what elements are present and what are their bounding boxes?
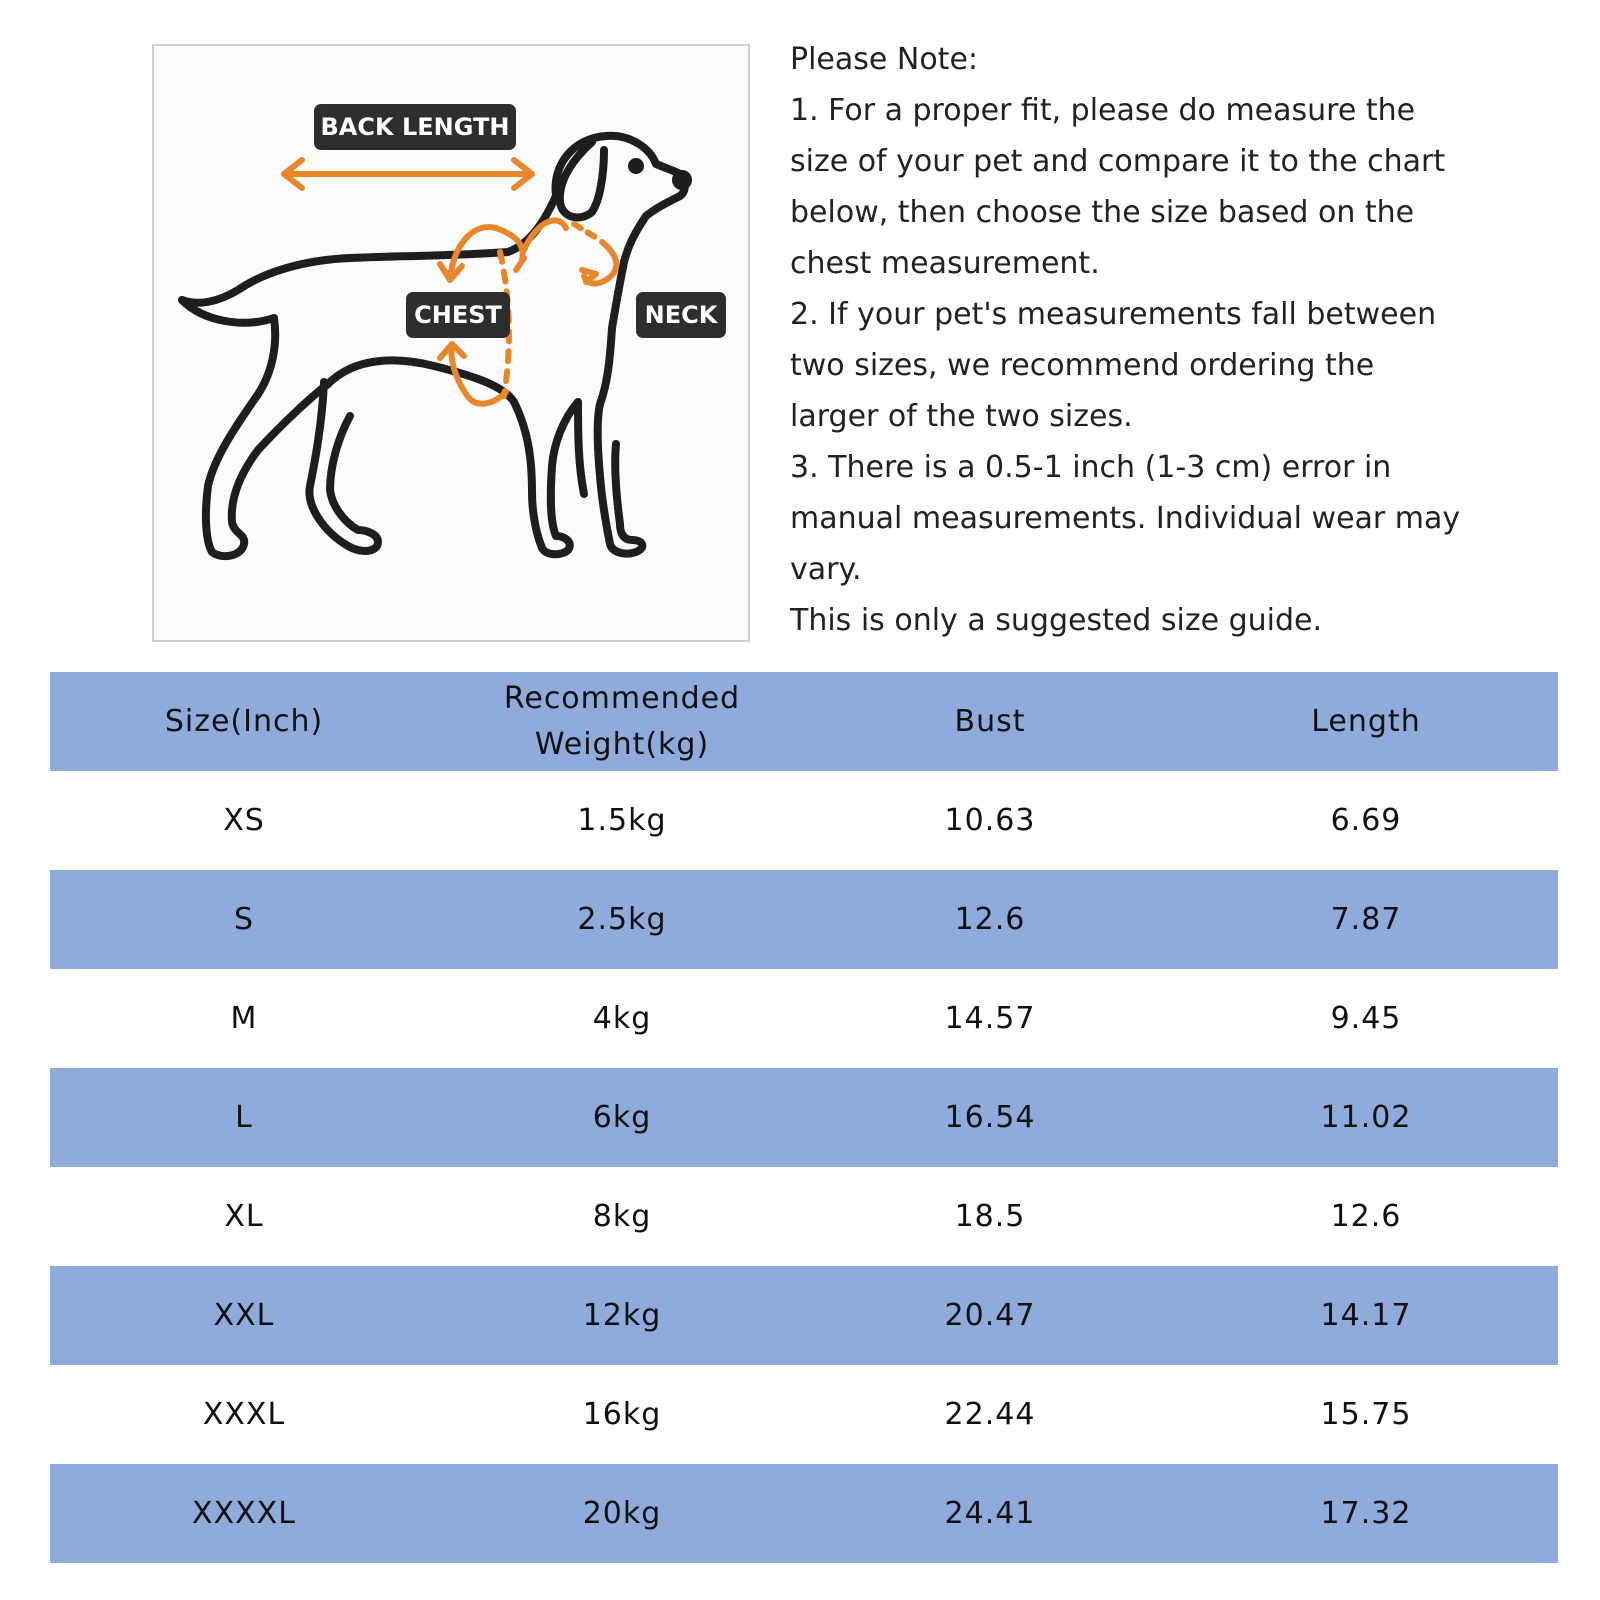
cell-bust: 10.63 [944, 803, 1036, 838]
header-length: Length [1311, 703, 1421, 739]
table-header-row [50, 672, 1558, 771]
cell-size: L [235, 1100, 253, 1135]
cell-size: M [230, 1001, 258, 1036]
cell-weight: 16kg [582, 1397, 662, 1432]
header-bust: Bust [954, 703, 1026, 739]
cell-bust: 12.6 [954, 902, 1026, 937]
cell-length: 11.02 [1320, 1100, 1412, 1135]
cell-bust: 20.47 [944, 1298, 1036, 1333]
table-row [50, 1365, 1558, 1464]
cell-length: 14.17 [1320, 1298, 1412, 1333]
table-row [50, 1464, 1558, 1563]
back-length-label: BACK LENGTH [314, 104, 516, 150]
table-row [50, 1068, 1558, 1167]
table-row [50, 1266, 1558, 1365]
cell-length: 6.69 [1330, 803, 1402, 838]
header-size: Size(Inch) [164, 703, 324, 739]
cell-weight: 20kg [582, 1496, 662, 1531]
cell-length: 15.75 [1320, 1397, 1412, 1432]
cell-length: 7.87 [1330, 902, 1402, 937]
cell-bust: 16.54 [944, 1100, 1036, 1135]
cell-weight: 1.5kg [577, 803, 667, 838]
cell-weight: 8kg [592, 1199, 652, 1234]
chest-label: CHEST [406, 292, 510, 338]
measurement-diagram [152, 44, 750, 642]
cell-size: S [233, 902, 255, 937]
notes-footer: This is only a suggested size guide. [790, 603, 1323, 638]
cell-weight: 4kg [592, 1001, 652, 1036]
cell-length: 12.6 [1330, 1199, 1402, 1234]
cell-bust: 24.41 [944, 1496, 1036, 1531]
cell-bust: 14.57 [944, 1001, 1036, 1036]
notes-heading: Please Note: [790, 42, 979, 77]
table-row [50, 771, 1558, 870]
cell-size: XXXL [202, 1397, 286, 1432]
cell-size: XL [224, 1199, 264, 1234]
note-item: 2. If your pet's measurements fall between two sizes, we recommend ordering the larger of the two sizes. [790, 297, 1437, 434]
table-row [50, 870, 1558, 969]
cell-length: 17.32 [1320, 1496, 1412, 1531]
cell-weight: 2.5kg [577, 902, 667, 937]
table-row [50, 1167, 1558, 1266]
cell-size: XXXXL [192, 1496, 296, 1531]
size-notes [790, 34, 1470, 646]
cell-size: XS [223, 803, 265, 838]
cell-weight: 12kg [582, 1298, 662, 1333]
table-row [50, 969, 1558, 1068]
cell-bust: 22.44 [944, 1397, 1036, 1432]
header-weight: Recommended Weight(kg) [503, 680, 741, 762]
note-item: 3. There is a 0.5-1 inch (1-3 cm) error in manual measurements. Individual wear may vary. [790, 450, 1461, 587]
neck-label: NECK [636, 292, 726, 338]
cell-size: XXL [213, 1298, 275, 1333]
size-chart-table [50, 672, 1558, 1563]
cell-bust: 18.5 [954, 1199, 1026, 1234]
cell-weight: 6kg [592, 1100, 652, 1135]
cell-length: 9.45 [1330, 1001, 1402, 1036]
note-item: 1. For a proper fit, please do measure the size of your pet and compare it to the chart below, then choose the size based on the chest measurement. [790, 93, 1446, 281]
